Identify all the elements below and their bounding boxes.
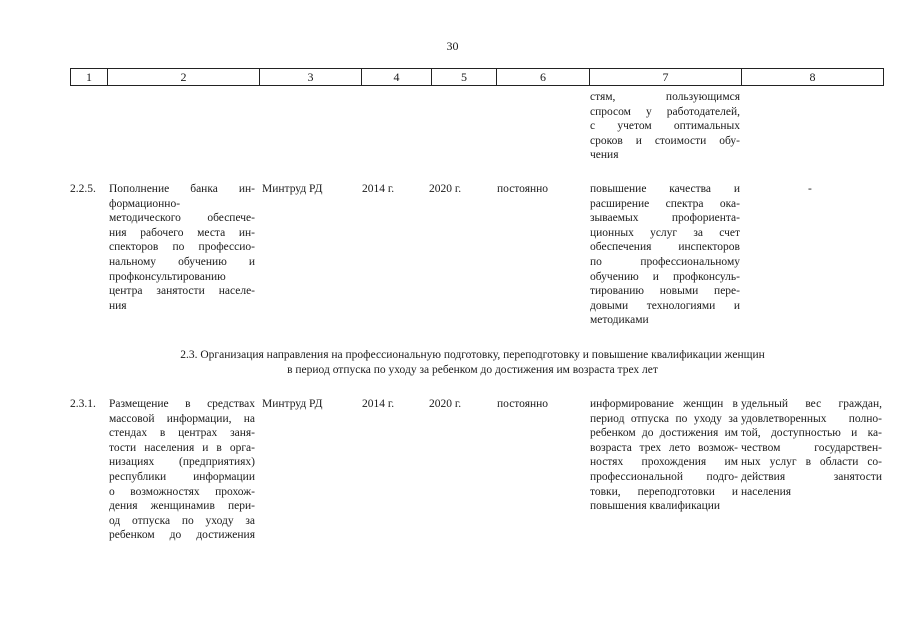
row-2-2-5-outcome: повышение качества и расширение спектра ока- зываемых профориента- ционных услуг за счет обеспечения инспекторов по профессиональному обучению и профконсуль- тированию новыми пере- довыми технологиями и методиками	[590, 183, 740, 327]
row-2-3-1-outcome: информирование женщин в период отпуска по уходу за ребенком до достижения им возраста трех лето возмож- ностях прохождения им профессиональной подго- товки, переподготовки и повышения квалификации	[590, 398, 738, 513]
section-heading-line-1: 2.3. Организация направления на профессиональную подготовку, переподготовку и повышение квалификации женщин	[180, 349, 765, 361]
column-header-3: 3	[259, 69, 361, 85]
row-2-3-1-executor: Минтруд РД	[262, 398, 323, 410]
column-header-6: 6	[496, 69, 589, 85]
row-2-3-1-periodicity: постоянно	[497, 398, 549, 410]
row-2-3-1-start-year: 2014 г.	[362, 398, 395, 410]
row-number-2-2-5: 2.2.5.	[70, 183, 96, 195]
column-header-4: 4	[361, 69, 431, 85]
column-header-2: 2	[107, 69, 259, 85]
column-header-8: 8	[741, 69, 883, 85]
row-2-3-1-indicator: удельный вес граждан, удовлетворенных полно- той, доступностью и ка- чеством государствен- ных услуг в области со- действия занятости населения	[741, 398, 882, 498]
row-2-2-5-periodicity: постоянно	[497, 183, 549, 195]
row-2-2-5-activity: Пополнение банка ин- формационно- методического обеспече- ния рабочего места ин- спекторов по профессио- нальному обучению и профконсультированию центра занятости населе- ния	[109, 183, 255, 312]
page-number: 30	[446, 39, 459, 53]
row-2-2-5-executor: Минтруд РД	[262, 183, 323, 195]
section-heading-2-3	[0, 348, 905, 377]
column-header-1: 1	[86, 70, 92, 84]
column-header-7: 7	[589, 69, 741, 85]
row-2-3-1-end-year: 2020 г.	[429, 398, 462, 410]
row-number-2-3-1: 2.3.1.	[70, 398, 96, 410]
column-header-5: 5	[431, 69, 496, 85]
row-2-2-5-indicator: -	[808, 183, 812, 195]
row-2-2-5-start-year: 2014 г.	[362, 183, 395, 195]
section-heading-line-2: в период отпуска по уходу за ребенком до достижения им возраста трех лет	[287, 363, 658, 376]
continuation-outcome-text: стям, пользующимся спросом у работодателей, с учетом оптимальных сроков и стоимости обу- чения	[590, 91, 740, 162]
column-header-row	[70, 68, 884, 86]
row-2-2-5-end-year: 2020 г.	[429, 183, 462, 195]
row-2-3-1-activity: Размещение в средствах массовой информации, на стендах в центрах заня- тости населения и в орга- низациях (предприятиях) республики информации о возможностях прохож- дения женщинамив пери- од отпуска по уходу за ребенком до достижения	[109, 398, 255, 542]
